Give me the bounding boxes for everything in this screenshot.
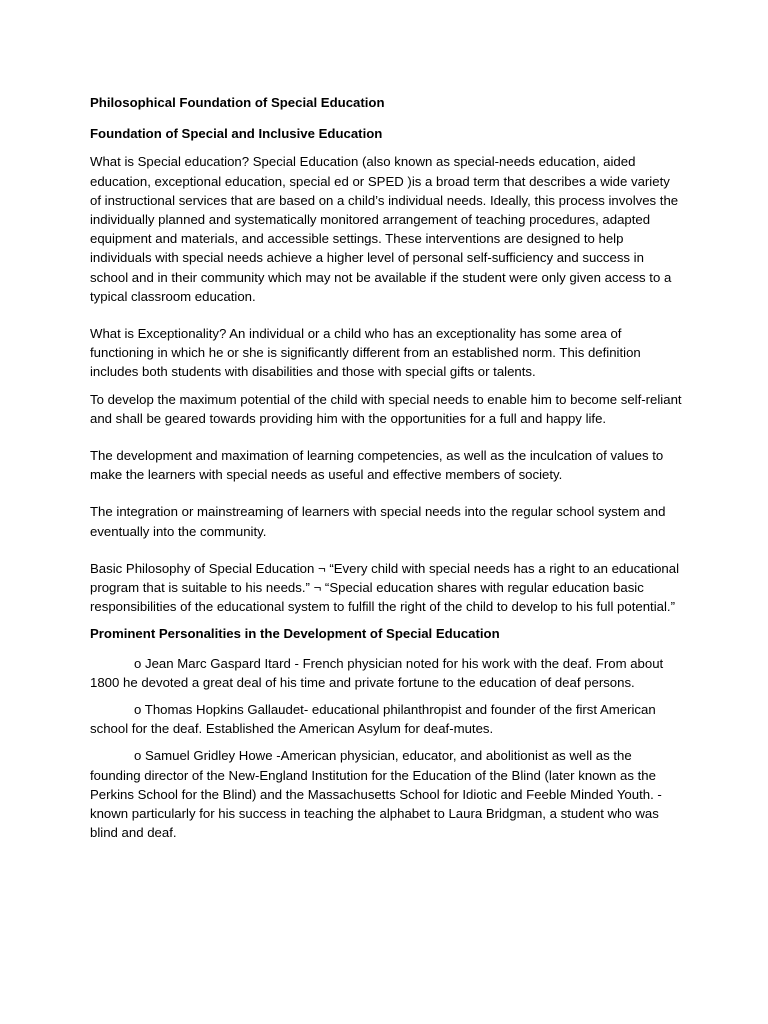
paragraph-objective-competencies: The development and maximation of learning competencies, as well as the inculcation of values to make the learners with special needs as useful and effective members of society. bbox=[90, 448, 664, 483]
document-body bbox=[90, 93, 682, 843]
paragraph-special-education: What is Special education? Special Education (also known as special-needs education, aided education, exceptional education, special ed or SPED )is a broad term that describes a wide variety of instructional services that are based on a child’s individual needs. Ideally, this process involves the individually planned and systematically monitored arrangement of teaching procedures, adapted equipment and materials, and accessible settings. These interventions are designed to help individuals with special needs achieve a higher level of personal self-sufficiency and success in school and in their community which may not be available if the student were only given access to a typical classroom education. bbox=[90, 154, 679, 304]
document-title: Philosophical Foundation of Special Education bbox=[90, 95, 385, 110]
personality-howe: o Samuel Gridley Howe -American physician, educator, and abolitionist as well as the founding director of the New-England Institution for the Education of the Blind (later known as the Perkins School for the Blind) and the Massachusetts School for Idiotic and Feeble Minded Youth. -known particularly for his success in teaching the alphabet to Laura Bridgman, a student who was blind and deaf. bbox=[90, 748, 662, 841]
paragraph-exceptionality: What is Exceptionality? An individual or a child who has an exceptionality has some area of functioning in which he or she is significantly different from an established norm. This definition includes both students with disabilities and those with special gifts or talents. bbox=[90, 326, 641, 380]
document-subtitle: Foundation of Special and Inclusive Education bbox=[90, 126, 383, 142]
personality-gallaudet: o Thomas Hopkins Gallaudet- educational philanthropist and founder of the first American school for the deaf. Established the American Asylum for deaf-mutes. bbox=[90, 702, 656, 737]
paragraph-objective-integration: The integration or mainstreaming of learners with special needs into the regular school system and eventually into the community. bbox=[90, 504, 666, 539]
section-heading-personalities: Prominent Personalities in the Development of Special Education bbox=[90, 626, 500, 642]
paragraph-basic-philosophy: Basic Philosophy of Special Education ¬ “Every child with special needs has a right to an educational program that is suitable to his needs.” ¬ “Special education shares with regular education basic responsibilities of the educational system to fulfill the right of the child to develop to his full potential.” bbox=[90, 560, 680, 615]
personality-itard: o Jean Marc Gaspard Itard - French physician noted for his work with the deaf. From about 1800 he devoted a great deal of his time and private fortune to the education of deaf persons. bbox=[90, 655, 664, 690]
paragraph-objective-potential: To develop the maximum potential of the child with special needs to enable him to become self-reliant and shall be geared towards providing him with the opportunities for a full and happy life. bbox=[90, 391, 682, 426]
